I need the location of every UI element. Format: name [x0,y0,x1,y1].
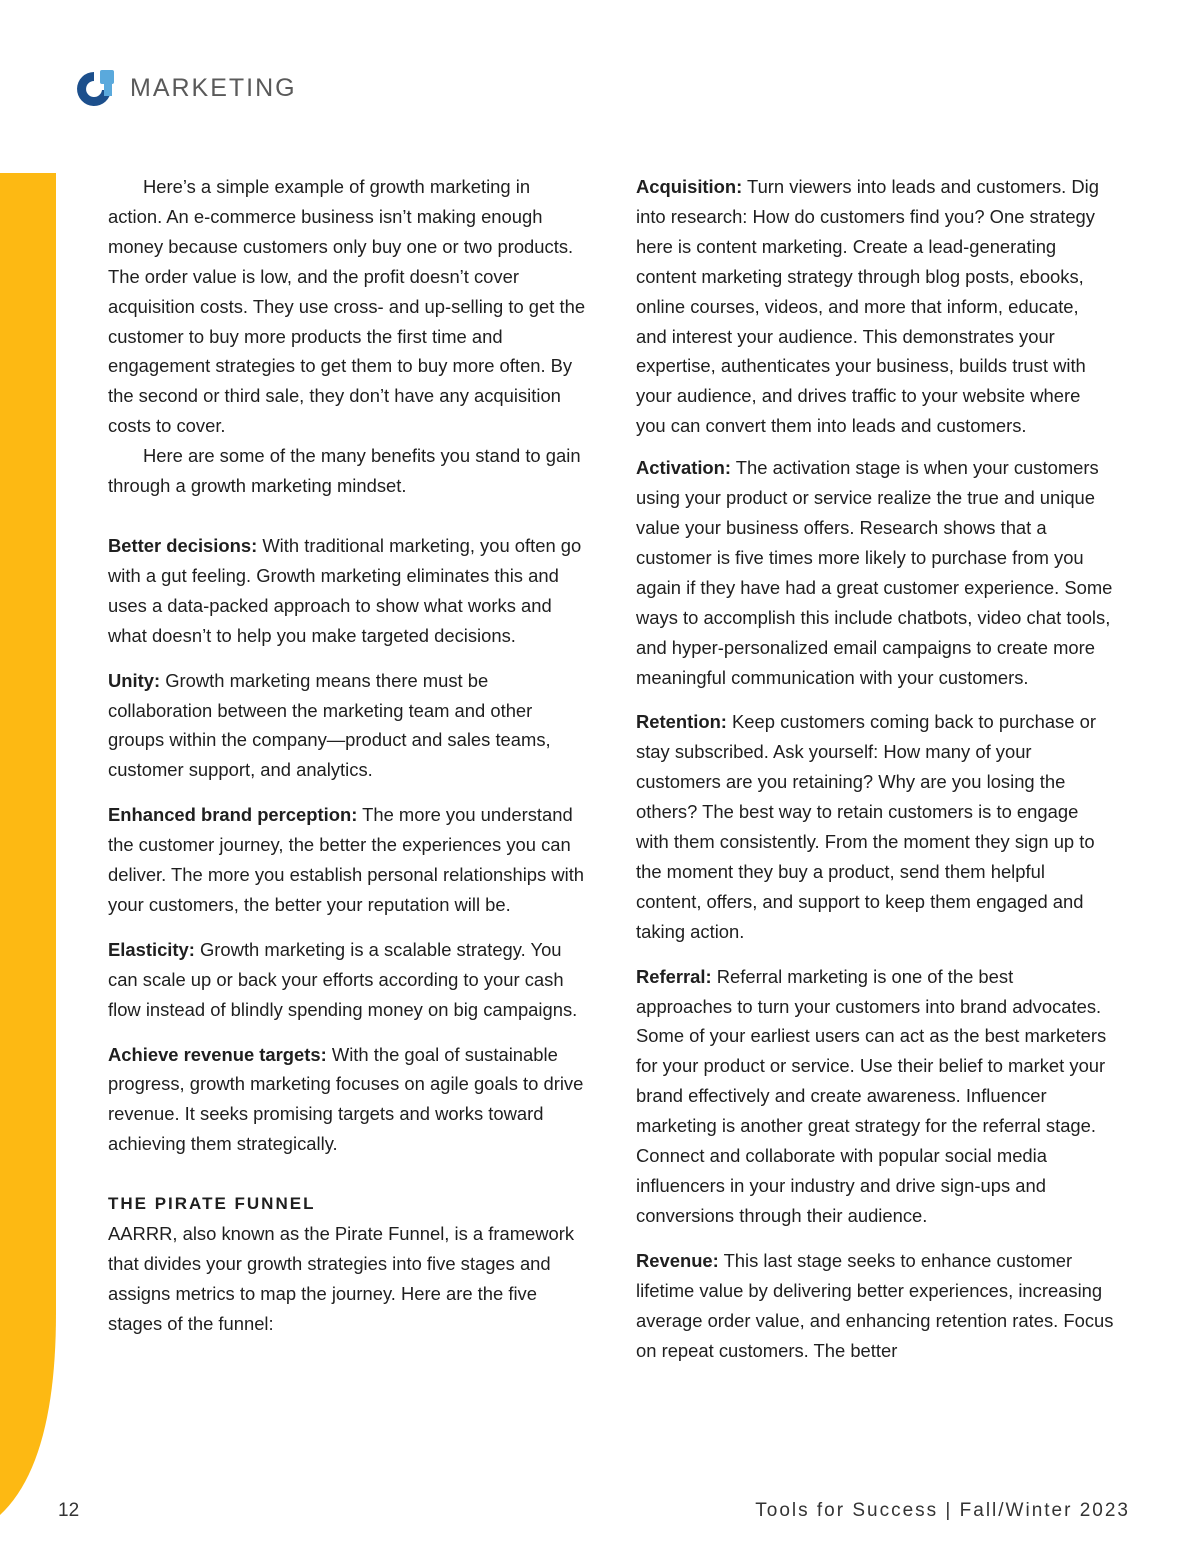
intro-paragraph: Here are some of the many benefits you stand to gain through a growth marketing mindset. [108,445,581,497]
benefit-text: With the goal of sustainable progress, growth marketing focuses on agile goals to drive revenue. It seeks promising targets and works toward achieving them strategically. [108,1043,584,1155]
benefit-paragraph [108,531,586,651]
yellow-side-bar [0,173,56,1515]
benefit-paragraph [108,1040,586,1160]
intro-paragraph: Here’s a simple example of growth marketing in action. An e-commerce business isn’t making enough money because customers only buy one or two products. The order value is low, and the profit doesn’t cover acquisition costs. They use cross- and up-selling to get the customer to buy more products the first time and engagement strategies to get them to buy more often. By the second or third sale, they don’t have any acquisition costs to cover. [108,176,586,437]
stage-text: Referral marketing is one of the best approaches to turn your customers into brand advocates. Some of your earliest users can act as the best marketers for your product or service. Use their belief to market your brand effectively and create awareness. Influencer marketing is another great strategy for the referral stage. Connect and collaborate with popular social media influencers in your industry and drive sign-ups and conversions through their audience. [636,965,1107,1226]
stage-paragraph [636,1246,1114,1366]
section-title: MARKETING [130,74,297,102]
stage-label: Revenue: [636,1249,719,1271]
stage-text: The activation stage is when your customers using your product or service realize the true and unique value your business offers. Research shows that a customer is five times more likely to purchase from you again if they have had a great customer experience. Some ways to accomplish this include chatbots, video chat tools, and hyper-personalized email campaigns to create more meaningful communication with your customers. [636,457,1113,688]
benefit-paragraph [108,666,586,786]
stage-label: Referral: [636,965,712,987]
benefit-text: Growth marketing is a scalable strategy. You can scale up or back your efforts according to your cash flow instead of blindly spending money on big campaigns. [108,938,578,1020]
stage-paragraph [636,962,1114,1231]
stage-text: Keep customers coming back to purchase or stay subscribed. Ask yourself: How many of your customers are you retaining? Why are you losing the others? The best way to retain customers is to engage with them consistently. From the moment they sign up to the moment they buy a product, send them helpful content, offers, and support to keep them engaged and taking action. [636,711,1096,942]
benefit-label: Better decisions: [108,534,258,556]
stage-paragraph [636,453,1114,692]
benefit-text: Growth marketing means there must be collaboration between the marketing team and other groups within the company—product and sales teams, customer support, and analytics. [108,669,551,781]
stage-label: Activation: [636,457,732,479]
benefit-label: Unity: [108,669,161,691]
benefit-paragraph [108,800,586,920]
section-heading: THE PIRATE FUNNEL [108,1194,316,1214]
benefit-paragraph [108,935,586,1025]
magazine-logo-icon [74,68,118,108]
stage-label: Retention: [636,711,727,733]
benefit-label: Elasticity: [108,938,195,960]
stage-paragraph [636,172,1114,441]
benefit-text: With traditional marketing, you often go with a gut feeling. Growth marketing eliminates this and uses a data-packed approach to show what works and what doesn’t to help you make targeted decisions. [108,534,582,646]
benefit-text: The more you understand the customer journey, the better the experiences you can deliver. The more you establish personal relationships with your customers, the better your reputation will be. [108,804,585,915]
stage-text: Turn viewers into leads and customers. Dig into research: How do customers find you? One strategy here is content marketing. Create a lead-generating content marketing strategy through blog posts, ebooks, online courses, videos, and more that inform, educate, and interest your audience. This demonstrates your expertise, authenticates your business, builds trust with your audience, and drives traffic to your website where you can convert them into leads and customers. [636,176,1099,437]
stage-paragraph [636,707,1114,946]
benefit-label: Achieve revenue targets: [108,1043,327,1065]
left-column [108,172,586,1339]
publication-footer: Tools for Success | Fall/Winter 2023 [755,1500,1130,1521]
stage-label: Acquisition: [636,176,743,197]
page-number: 12 [58,1500,80,1521]
funnel-intro-paragraph: AARRR, also known as the Pirate Funnel, is a framework that divides your growth strategies into five stages and assigns metrics to map the journey. Here are the five stages of the funnel: [108,1223,575,1334]
benefit-label: Enhanced brand perception: [108,804,358,826]
stage-text: This last stage seeks to enhance customer lifetime value by delivering better experiences, increasing average order value, and enhancing retention rates. Focus on repeat customers. The better [636,1249,1114,1361]
right-column [636,172,1114,1365]
